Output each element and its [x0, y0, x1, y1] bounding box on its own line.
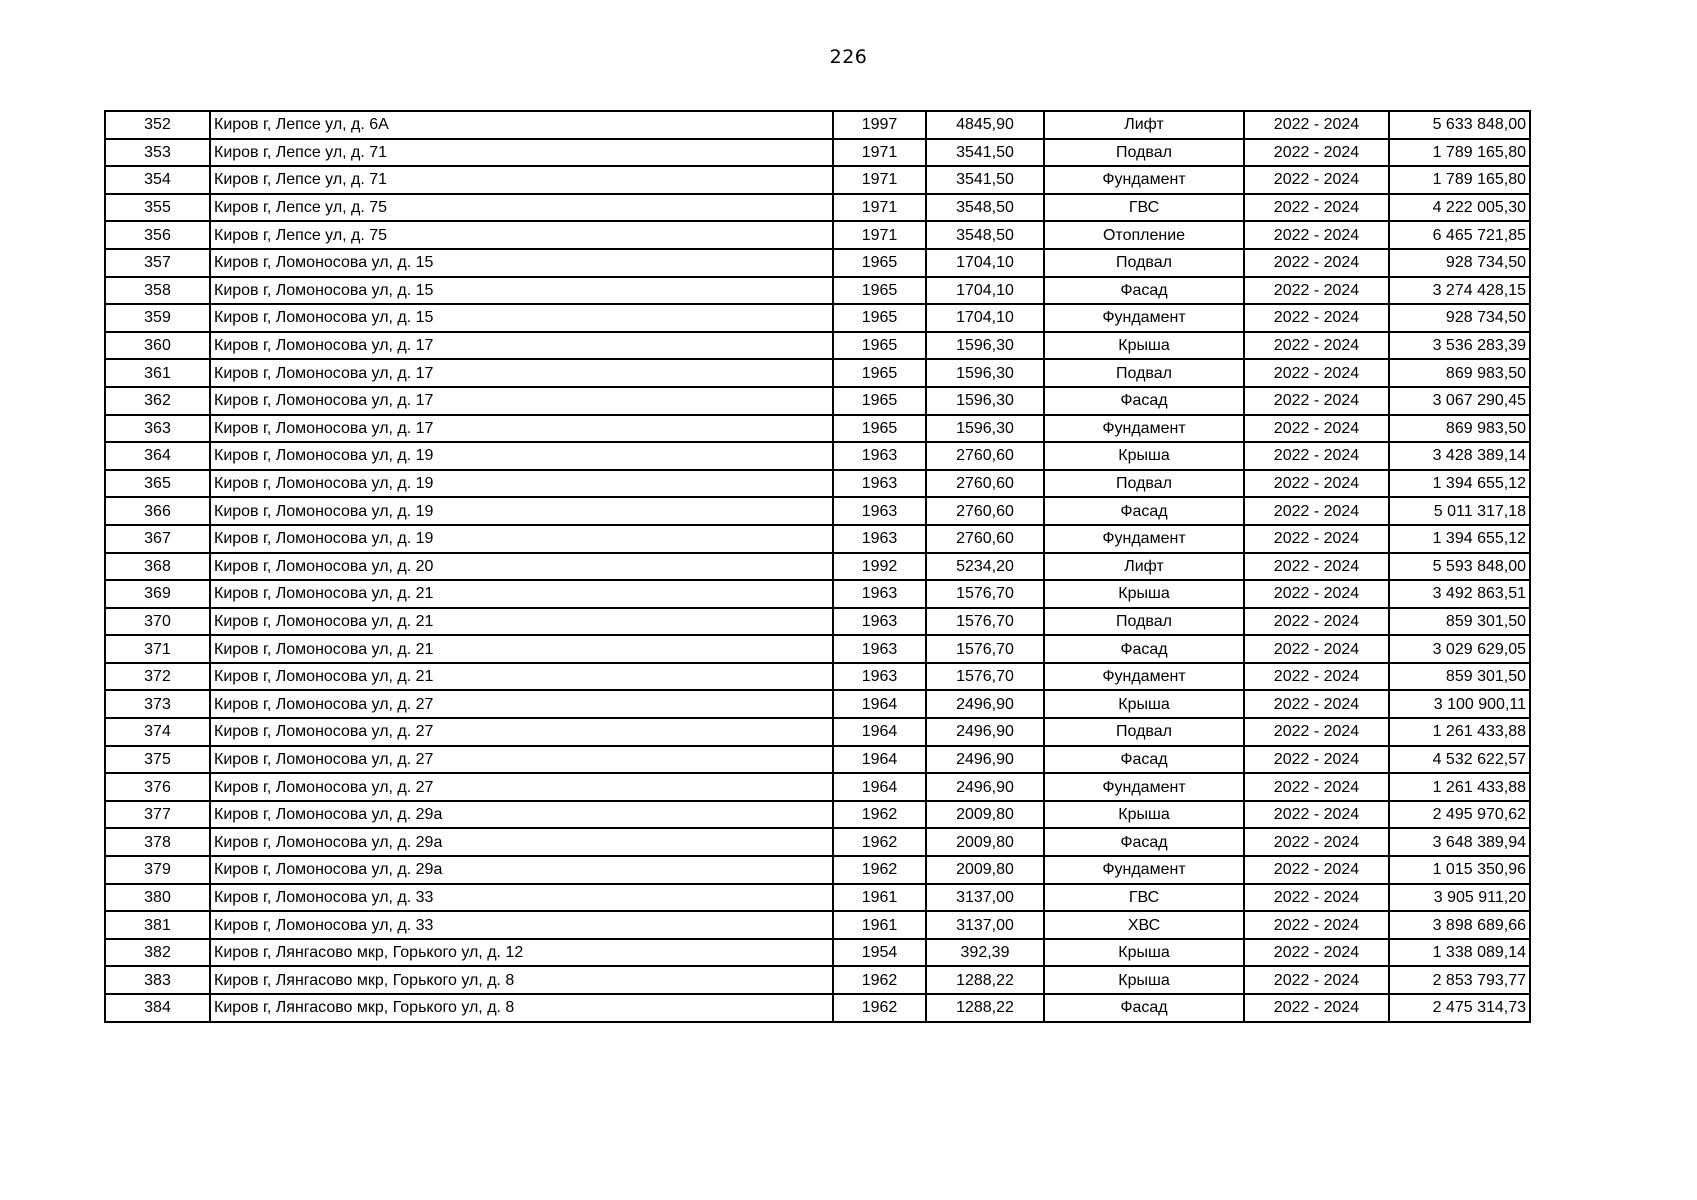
table-row — [105, 856, 1530, 884]
work-type-cell: Фундамент — [1044, 415, 1244, 443]
row-number: 359 — [105, 304, 210, 332]
work-type-cell: Фасад — [1044, 828, 1244, 856]
address-cell: Киров г, Ломоносова ул, д. 29а — [210, 856, 833, 884]
cost-cell: 1 015 350,96 — [1389, 856, 1530, 884]
work-type-cell: Подвал — [1044, 470, 1244, 498]
cost-cell: 1 394 655,12 — [1389, 470, 1530, 498]
period-cell: 2022 - 2024 — [1244, 497, 1389, 525]
work-type-cell: Крыша — [1044, 332, 1244, 360]
work-type-cell: Фасад — [1044, 746, 1244, 774]
period-cell: 2022 - 2024 — [1244, 111, 1389, 139]
cost-cell: 869 983,50 — [1389, 415, 1530, 443]
build-year-cell: 1961 — [833, 911, 926, 939]
table-row — [105, 635, 1530, 663]
row-number: 372 — [105, 663, 210, 691]
table-body — [105, 111, 1530, 1022]
address-cell: Киров г, Лянгасово мкр, Горького ул, д. 12 — [210, 939, 833, 967]
period-cell: 2022 - 2024 — [1244, 387, 1389, 415]
cost-cell: 1 789 165,80 — [1389, 139, 1530, 167]
row-number: 382 — [105, 939, 210, 967]
row-number: 364 — [105, 442, 210, 470]
address-cell: Киров г, Ломоносова ул, д. 20 — [210, 553, 833, 581]
area-cell: 2760,60 — [926, 442, 1044, 470]
row-number: 363 — [105, 415, 210, 443]
table-row — [105, 828, 1530, 856]
work-type-cell: Подвал — [1044, 608, 1244, 636]
cost-cell: 3 029 629,05 — [1389, 635, 1530, 663]
area-cell: 1288,22 — [926, 994, 1044, 1022]
work-type-cell: ГВС — [1044, 194, 1244, 222]
area-cell: 3137,00 — [926, 911, 1044, 939]
build-year-cell: 1965 — [833, 387, 926, 415]
table-row — [105, 801, 1530, 829]
build-year-cell: 1971 — [833, 194, 926, 222]
area-cell: 1576,70 — [926, 663, 1044, 691]
table-row — [105, 580, 1530, 608]
work-type-cell: Фасад — [1044, 497, 1244, 525]
build-year-cell: 1965 — [833, 304, 926, 332]
address-cell: Киров г, Ломоносова ул, д. 27 — [210, 690, 833, 718]
cost-cell: 3 428 389,14 — [1389, 442, 1530, 470]
table-row — [105, 553, 1530, 581]
row-number: 354 — [105, 166, 210, 194]
work-type-cell: Подвал — [1044, 718, 1244, 746]
work-type-cell: ХВС — [1044, 911, 1244, 939]
work-type-cell: Фасад — [1044, 635, 1244, 663]
period-cell: 2022 - 2024 — [1244, 635, 1389, 663]
table-row — [105, 277, 1530, 305]
table-row — [105, 194, 1530, 222]
period-cell: 2022 - 2024 — [1244, 221, 1389, 249]
table-row — [105, 221, 1530, 249]
area-cell: 1576,70 — [926, 580, 1044, 608]
build-year-cell: 1954 — [833, 939, 926, 967]
build-year-cell: 1964 — [833, 690, 926, 718]
table-row — [105, 911, 1530, 939]
build-year-cell: 1971 — [833, 221, 926, 249]
table-row — [105, 884, 1530, 912]
address-cell: Киров г, Ломоносова ул, д. 19 — [210, 497, 833, 525]
row-number: 358 — [105, 277, 210, 305]
table-row — [105, 387, 1530, 415]
cost-cell: 928 734,50 — [1389, 304, 1530, 332]
period-cell: 2022 - 2024 — [1244, 856, 1389, 884]
work-type-cell: Крыша — [1044, 801, 1244, 829]
table-row — [105, 746, 1530, 774]
row-number: 369 — [105, 580, 210, 608]
period-cell: 2022 - 2024 — [1244, 884, 1389, 912]
period-cell: 2022 - 2024 — [1244, 166, 1389, 194]
period-cell: 2022 - 2024 — [1244, 332, 1389, 360]
address-cell: Киров г, Лепсе ул, д. 71 — [210, 166, 833, 194]
period-cell: 2022 - 2024 — [1244, 277, 1389, 305]
work-type-cell: Крыша — [1044, 939, 1244, 967]
cost-cell: 859 301,50 — [1389, 663, 1530, 691]
table-row — [105, 718, 1530, 746]
area-cell: 2009,80 — [926, 856, 1044, 884]
period-cell: 2022 - 2024 — [1244, 663, 1389, 691]
build-year-cell: 1962 — [833, 856, 926, 884]
area-cell: 2496,90 — [926, 690, 1044, 718]
address-cell: Киров г, Ломоносова ул, д. 21 — [210, 580, 833, 608]
cost-cell: 2 475 314,73 — [1389, 994, 1530, 1022]
cost-cell: 2 495 970,62 — [1389, 801, 1530, 829]
row-number: 374 — [105, 718, 210, 746]
build-year-cell: 1963 — [833, 635, 926, 663]
repair-registry-table — [104, 110, 1531, 1023]
address-cell: Киров г, Ломоносова ул, д. 29а — [210, 801, 833, 829]
table-row — [105, 332, 1530, 360]
cost-cell: 2 853 793,77 — [1389, 966, 1530, 994]
period-cell: 2022 - 2024 — [1244, 690, 1389, 718]
row-number: 357 — [105, 249, 210, 277]
address-cell: Киров г, Ломоносова ул, д. 17 — [210, 332, 833, 360]
build-year-cell: 1963 — [833, 470, 926, 498]
table-row — [105, 470, 1530, 498]
cost-cell: 5 011 317,18 — [1389, 497, 1530, 525]
area-cell: 1596,30 — [926, 332, 1044, 360]
work-type-cell: ГВС — [1044, 884, 1244, 912]
area-cell: 2009,80 — [926, 828, 1044, 856]
work-type-cell: Отопление — [1044, 221, 1244, 249]
area-cell: 3548,50 — [926, 194, 1044, 222]
address-cell: Киров г, Ломоносова ул, д. 19 — [210, 525, 833, 553]
row-number: 375 — [105, 746, 210, 774]
address-cell: Киров г, Лепсе ул, д. 71 — [210, 139, 833, 167]
period-cell: 2022 - 2024 — [1244, 911, 1389, 939]
row-number: 376 — [105, 773, 210, 801]
period-cell: 2022 - 2024 — [1244, 608, 1389, 636]
cost-cell: 3 898 689,66 — [1389, 911, 1530, 939]
work-type-cell: Крыша — [1044, 580, 1244, 608]
table-row — [105, 359, 1530, 387]
cost-cell: 1 261 433,88 — [1389, 773, 1530, 801]
cost-cell: 5 593 848,00 — [1389, 553, 1530, 581]
build-year-cell: 1964 — [833, 773, 926, 801]
cost-cell: 1 338 089,14 — [1389, 939, 1530, 967]
table-row — [105, 966, 1530, 994]
work-type-cell: Фундамент — [1044, 304, 1244, 332]
period-cell: 2022 - 2024 — [1244, 828, 1389, 856]
row-number: 367 — [105, 525, 210, 553]
cost-cell: 6 465 721,85 — [1389, 221, 1530, 249]
period-cell: 2022 - 2024 — [1244, 580, 1389, 608]
work-type-cell: Подвал — [1044, 249, 1244, 277]
period-cell: 2022 - 2024 — [1244, 773, 1389, 801]
row-number: 381 — [105, 911, 210, 939]
address-cell: Киров г, Ломоносова ул, д. 27 — [210, 773, 833, 801]
period-cell: 2022 - 2024 — [1244, 415, 1389, 443]
work-type-cell: Фундамент — [1044, 525, 1244, 553]
address-cell: Киров г, Ломоносова ул, д. 15 — [210, 249, 833, 277]
work-type-cell: Подвал — [1044, 139, 1244, 167]
address-cell: Киров г, Ломоносова ул, д. 15 — [210, 304, 833, 332]
row-number: 373 — [105, 690, 210, 718]
period-cell: 2022 - 2024 — [1244, 801, 1389, 829]
period-cell: 2022 - 2024 — [1244, 939, 1389, 967]
area-cell: 1288,22 — [926, 966, 1044, 994]
row-number: 361 — [105, 359, 210, 387]
work-type-cell: Фундамент — [1044, 663, 1244, 691]
table-row — [105, 525, 1530, 553]
cost-cell: 1 789 165,80 — [1389, 166, 1530, 194]
area-cell: 2496,90 — [926, 718, 1044, 746]
address-cell: Киров г, Ломоносова ул, д. 27 — [210, 746, 833, 774]
address-cell: Киров г, Ломоносова ул, д. 29а — [210, 828, 833, 856]
row-number: 368 — [105, 553, 210, 581]
table-row — [105, 249, 1530, 277]
table-row — [105, 994, 1530, 1022]
period-cell: 2022 - 2024 — [1244, 304, 1389, 332]
area-cell: 2760,60 — [926, 497, 1044, 525]
area-cell: 1596,30 — [926, 415, 1044, 443]
work-type-cell: Фасад — [1044, 277, 1244, 305]
cost-cell: 1 261 433,88 — [1389, 718, 1530, 746]
address-cell: Киров г, Ломоносова ул, д. 21 — [210, 663, 833, 691]
area-cell: 2009,80 — [926, 801, 1044, 829]
build-year-cell: 1965 — [833, 249, 926, 277]
work-type-cell: Крыша — [1044, 442, 1244, 470]
build-year-cell: 1963 — [833, 497, 926, 525]
build-year-cell: 1992 — [833, 553, 926, 581]
build-year-cell: 1965 — [833, 415, 926, 443]
build-year-cell: 1965 — [833, 277, 926, 305]
address-cell: Киров г, Ломоносова ул, д. 27 — [210, 718, 833, 746]
row-number: 370 — [105, 608, 210, 636]
address-cell: Киров г, Ломоносова ул, д. 21 — [210, 635, 833, 663]
cost-cell: 5 633 848,00 — [1389, 111, 1530, 139]
row-number: 377 — [105, 801, 210, 829]
table-row — [105, 663, 1530, 691]
area-cell: 1704,10 — [926, 304, 1044, 332]
build-year-cell: 1964 — [833, 718, 926, 746]
address-cell: Киров г, Ломоносова ул, д. 15 — [210, 277, 833, 305]
build-year-cell: 1997 — [833, 111, 926, 139]
address-cell: Киров г, Ломоносова ул, д. 33 — [210, 884, 833, 912]
table-row — [105, 139, 1530, 167]
area-cell: 1596,30 — [926, 359, 1044, 387]
period-cell: 2022 - 2024 — [1244, 553, 1389, 581]
period-cell: 2022 - 2024 — [1244, 194, 1389, 222]
build-year-cell: 1965 — [833, 332, 926, 360]
address-cell: Киров г, Ломоносова ул, д. 19 — [210, 470, 833, 498]
row-number: 356 — [105, 221, 210, 249]
address-cell: Киров г, Ломоносова ул, д. 21 — [210, 608, 833, 636]
address-cell: Киров г, Ломоносова ул, д. 17 — [210, 415, 833, 443]
address-cell: Киров г, Ломоносова ул, д. 19 — [210, 442, 833, 470]
cost-cell: 4 532 622,57 — [1389, 746, 1530, 774]
address-cell: Киров г, Лянгасово мкр, Горького ул, д. 8 — [210, 966, 833, 994]
build-year-cell: 1961 — [833, 884, 926, 912]
address-cell: Киров г, Лепсе ул, д. 75 — [210, 194, 833, 222]
area-cell: 3548,50 — [926, 221, 1044, 249]
period-cell: 2022 - 2024 — [1244, 718, 1389, 746]
row-number: 362 — [105, 387, 210, 415]
work-type-cell: Фундамент — [1044, 773, 1244, 801]
work-type-cell: Фасад — [1044, 387, 1244, 415]
work-type-cell: Крыша — [1044, 966, 1244, 994]
cost-cell: 3 274 428,15 — [1389, 277, 1530, 305]
address-cell: Киров г, Лепсе ул, д. 75 — [210, 221, 833, 249]
area-cell: 1576,70 — [926, 635, 1044, 663]
cost-cell: 4 222 005,30 — [1389, 194, 1530, 222]
cost-cell: 869 983,50 — [1389, 359, 1530, 387]
row-number: 371 — [105, 635, 210, 663]
address-cell: Киров г, Ломоносова ул, д. 17 — [210, 387, 833, 415]
table-row — [105, 773, 1530, 801]
work-type-cell: Подвал — [1044, 359, 1244, 387]
row-number: 355 — [105, 194, 210, 222]
row-number: 365 — [105, 470, 210, 498]
period-cell: 2022 - 2024 — [1244, 359, 1389, 387]
build-year-cell: 1963 — [833, 663, 926, 691]
area-cell: 1704,10 — [926, 249, 1044, 277]
period-cell: 2022 - 2024 — [1244, 746, 1389, 774]
table-row — [105, 690, 1530, 718]
period-cell: 2022 - 2024 — [1244, 525, 1389, 553]
row-number: 384 — [105, 994, 210, 1022]
build-year-cell: 1971 — [833, 139, 926, 167]
area-cell: 2760,60 — [926, 470, 1044, 498]
area-cell: 4845,90 — [926, 111, 1044, 139]
area-cell: 3541,50 — [926, 139, 1044, 167]
period-cell: 2022 - 2024 — [1244, 966, 1389, 994]
cost-cell: 3 905 911,20 — [1389, 884, 1530, 912]
table-row — [105, 304, 1530, 332]
build-year-cell: 1964 — [833, 746, 926, 774]
area-cell: 1576,70 — [926, 608, 1044, 636]
period-cell: 2022 - 2024 — [1244, 442, 1389, 470]
cost-cell: 3 536 283,39 — [1389, 332, 1530, 360]
period-cell: 2022 - 2024 — [1244, 470, 1389, 498]
address-cell: Киров г, Лянгасово мкр, Горького ул, д. 8 — [210, 994, 833, 1022]
cost-cell: 928 734,50 — [1389, 249, 1530, 277]
build-year-cell: 1962 — [833, 828, 926, 856]
row-number: 379 — [105, 856, 210, 884]
build-year-cell: 1965 — [833, 359, 926, 387]
cost-cell: 859 301,50 — [1389, 608, 1530, 636]
area-cell: 2496,90 — [926, 746, 1044, 774]
work-type-cell: Фундамент — [1044, 856, 1244, 884]
table-row — [105, 415, 1530, 443]
build-year-cell: 1962 — [833, 801, 926, 829]
area-cell: 2496,90 — [926, 773, 1044, 801]
area-cell: 5234,20 — [926, 553, 1044, 581]
cost-cell: 3 100 900,11 — [1389, 690, 1530, 718]
address-cell: Киров г, Ломоносова ул, д. 33 — [210, 911, 833, 939]
build-year-cell: 1962 — [833, 994, 926, 1022]
build-year-cell: 1963 — [833, 580, 926, 608]
work-type-cell: Лифт — [1044, 553, 1244, 581]
work-type-cell: Лифт — [1044, 111, 1244, 139]
area-cell: 1704,10 — [926, 277, 1044, 305]
build-year-cell: 1962 — [833, 966, 926, 994]
table-row — [105, 442, 1530, 470]
build-year-cell: 1963 — [833, 442, 926, 470]
period-cell: 2022 - 2024 — [1244, 994, 1389, 1022]
area-cell: 392,39 — [926, 939, 1044, 967]
table-row — [105, 608, 1530, 636]
row-number: 383 — [105, 966, 210, 994]
address-cell: Киров г, Ломоносова ул, д. 17 — [210, 359, 833, 387]
area-cell: 1596,30 — [926, 387, 1044, 415]
cost-cell: 1 394 655,12 — [1389, 525, 1530, 553]
row-number: 360 — [105, 332, 210, 360]
area-cell: 3137,00 — [926, 884, 1044, 912]
cost-cell: 3 067 290,45 — [1389, 387, 1530, 415]
table-row — [105, 166, 1530, 194]
area-cell: 3541,50 — [926, 166, 1044, 194]
address-cell: Киров г, Лепсе ул, д. 6А — [210, 111, 833, 139]
row-number: 366 — [105, 497, 210, 525]
work-type-cell: Фасад — [1044, 994, 1244, 1022]
period-cell: 2022 - 2024 — [1244, 249, 1389, 277]
work-type-cell: Фундамент — [1044, 166, 1244, 194]
row-number: 353 — [105, 139, 210, 167]
build-year-cell: 1963 — [833, 525, 926, 553]
build-year-cell: 1963 — [833, 608, 926, 636]
period-cell: 2022 - 2024 — [1244, 139, 1389, 167]
work-type-cell: Крыша — [1044, 690, 1244, 718]
cost-cell: 3 492 863,51 — [1389, 580, 1530, 608]
build-year-cell: 1971 — [833, 166, 926, 194]
row-number: 378 — [105, 828, 210, 856]
table-row — [105, 111, 1530, 139]
row-number: 352 — [105, 111, 210, 139]
page-number: 226 — [829, 46, 868, 68]
row-number: 380 — [105, 884, 210, 912]
table-row — [105, 497, 1530, 525]
area-cell: 2760,60 — [926, 525, 1044, 553]
cost-cell: 3 648 389,94 — [1389, 828, 1530, 856]
table-row — [105, 939, 1530, 967]
